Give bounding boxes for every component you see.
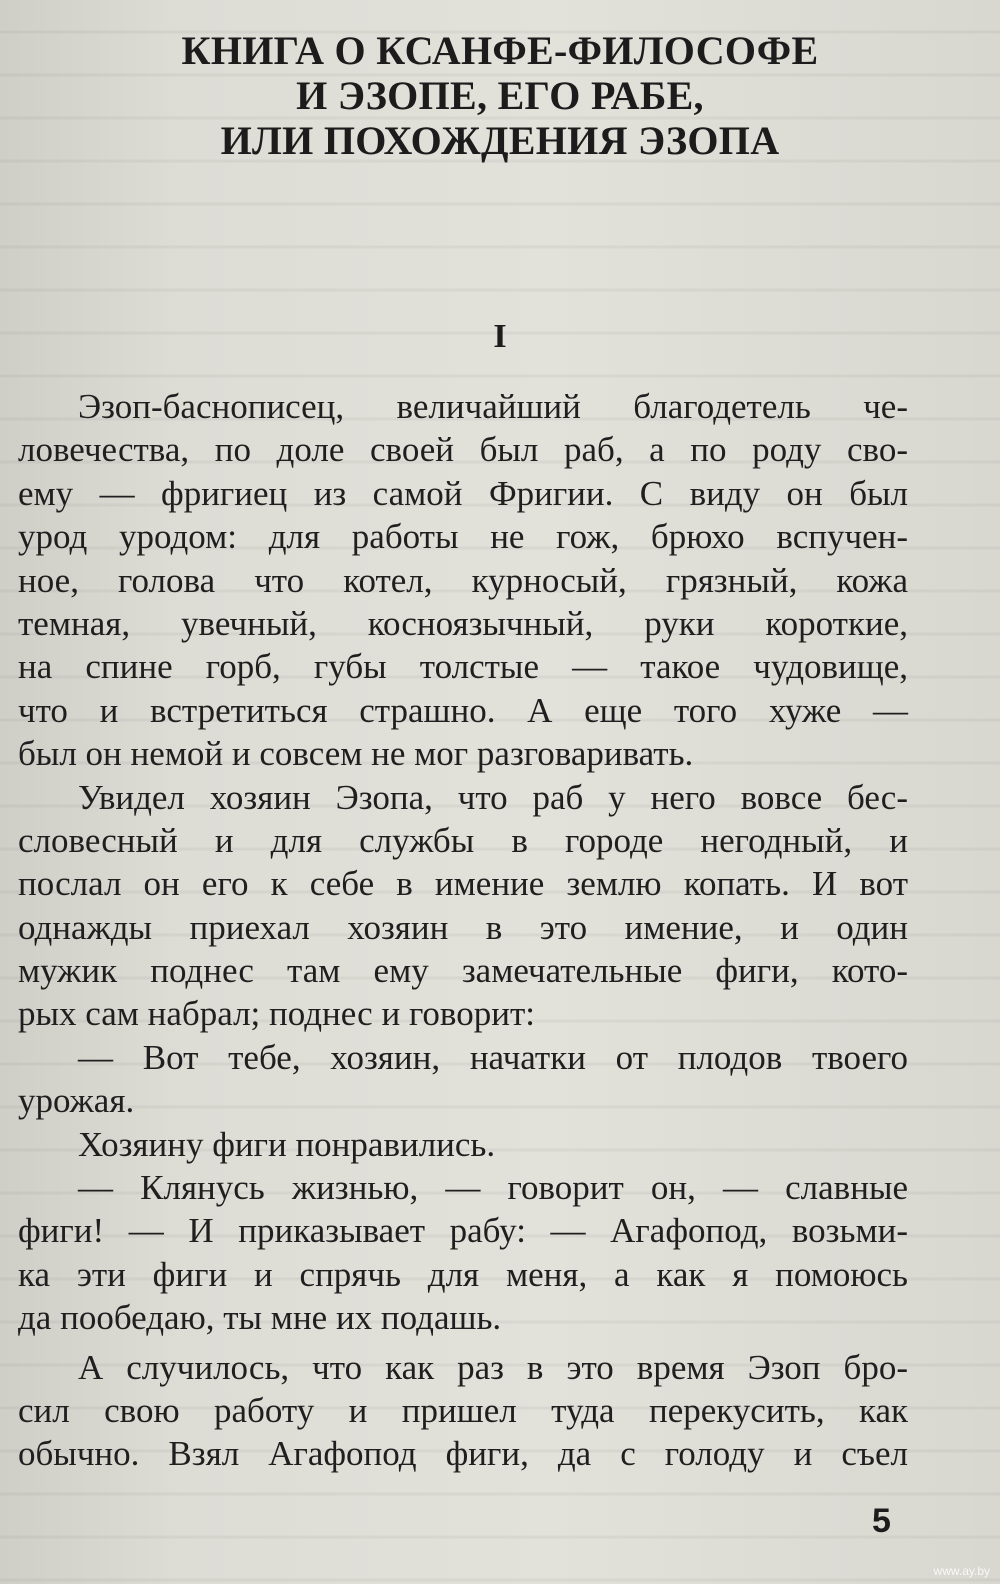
text-line: словесный и для службы в городе негодный, и: [18, 820, 908, 860]
text-line: — Клянусь жизнью, — говорит он, — славные: [78, 1168, 908, 1208]
title-line: ИЛИ ПОХОЖДЕНИЯ ЭЗОПА: [220, 118, 780, 163]
text-line: сил свою работу и пришел туда перекусить, как: [18, 1390, 908, 1430]
text-line: что и встретиться страшно. А еще того хуже —: [18, 690, 908, 730]
title-line: КНИГА О КСАНФЕ-ФИЛОСОФЕ: [181, 28, 819, 73]
text-line: — Вот тебе, хозяин, начатки от плодов твоего: [78, 1037, 908, 1077]
text-line: обычно. Взял Агафопод фиги, да с голоду и съел: [18, 1434, 908, 1474]
text-line: ему — фригиец из самой Фригии. С виду он был: [18, 473, 908, 513]
text-line: ное, голова что котел, курносый, грязный, кожа: [18, 560, 908, 600]
text-line: урожая.: [18, 1081, 135, 1121]
text-line: однажды приехал хозяин в это имение, и один: [18, 907, 908, 947]
text-line: ка эти фиги и спрячь для меня, а как я помоюсь: [18, 1254, 908, 1294]
text-line: рых сам набрал; поднес и говорит:: [18, 994, 535, 1034]
text-line: да пообедаю, ты мне их подашь.: [18, 1298, 502, 1338]
text-line: на спине горб, губы толстые — такое чудовище,: [18, 647, 908, 687]
text-line: А случилось, что как раз в это время Эзоп бро-: [78, 1347, 908, 1387]
text-line: был он немой и совсем не мог разговаривать.: [18, 734, 694, 774]
text-line: фиги! — И приказывает рабу: — Агафопод, возьми-: [18, 1211, 908, 1251]
watermark: www.ay.by: [933, 1564, 990, 1578]
text-line: Увидел хозяин Эзопа, что раб у него вовсе бес-: [78, 777, 908, 817]
text-line: ловечества, по доле своей был раб, а по роду сво-: [18, 430, 908, 470]
text-line: Эзоп-баснописец, величайший благодетель че-: [78, 387, 908, 426]
book-title: [150, 28, 850, 163]
text-line: темная, увечный, косноязычный, руки короткие,: [18, 603, 908, 643]
title-line: И ЭЗОПЕ, ЕГО РАБЕ,: [296, 73, 704, 118]
chapter-number: I: [493, 318, 507, 355]
text-line: мужик поднес там ему замечательные фиги, кото-: [18, 951, 908, 991]
text-line: урод уродом: для работы не гож, брюхо вспучен-: [18, 517, 908, 557]
body-text: [18, 385, 908, 1476]
text-line: Хозяину фиги понравились.: [78, 1124, 496, 1164]
text-line: послал он его к себе в имение землю копать. И вот: [18, 864, 908, 904]
page-number: 5: [872, 1502, 891, 1540]
